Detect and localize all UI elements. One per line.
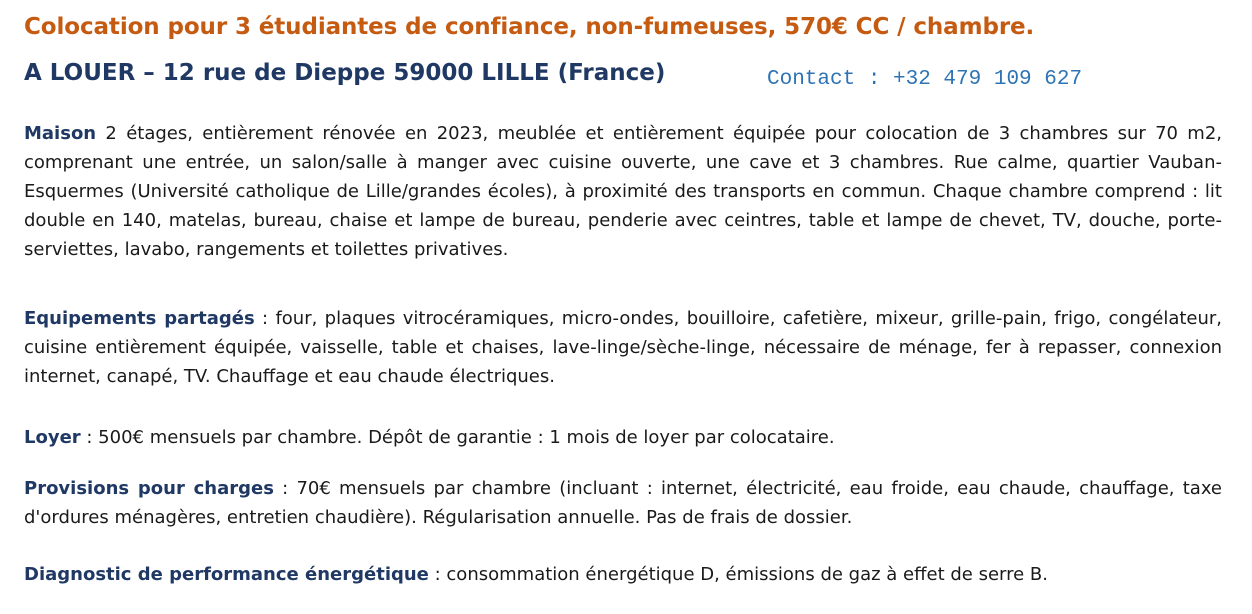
section-equipements [24,304,1222,391]
section-maison-text: 2 étages, entièrement rénovée en 2023, meublée et entièrement équipée pour colocation de 3 chambres sur 70 m2, comprenant une entrée, un salon/salle à manger avec cuisine ouverte, une cave et 3 chambres. Rue calme, quartier Vauban-Esquermes (Université catholique de Lille/grandes écoles), à proximité des transports en commun. Chaque chambre comprend : lit double en 140, matelas, bureau, chaise et lampe de bureau, penderie avec ceintres, table et lampe de chevet, TV, douche, porte-serviettes, lavabo, rangements et toilettes privatives. [24,123,1222,260]
section-loyer-label: Loyer [24,427,81,448]
section-diagnostic-text: : consommation énergétique D, émissions de gaz à effet de serre B. [428,564,1048,585]
section-maison [24,119,1222,264]
section-provisions-text: : 70€ mensuels par chambre (incluant : internet, électricité, eau froide, eau chaude, chauffage, taxe d'ordures ménagères, entretien chaudière). Régularisation annuelle. Pas de frais de dossier. [24,478,1222,528]
listing-address: A LOUER – 12 rue de Dieppe 59000 LILLE (France) [24,60,666,86]
section-loyer [24,423,1222,452]
contact-phone: Contact : +32 479 109 627 [767,68,1083,91]
section-provisions-label: Provisions pour charges [24,478,274,499]
section-diagnostic-label: Diagnostic de performance énergétique [24,564,429,585]
section-equipements-text: : four, plaques vitrocéramiques, micro-ondes, bouilloire, cafetière, mixeur, grille-pain, frigo, congélateur, cuisine entièrement équipée, vaisselle, table et chaises, lave-linge/sèche-linge, nécessaire de ménage, fer à repasser, connexion internet, canapé, TV. Chauffage et eau chaude électriques. [24,308,1223,387]
section-equipements-label: Equipements partagés [24,308,255,329]
section-diagnostic [24,560,1222,589]
section-maison-label: Maison [24,123,97,144]
listing-headline: Colocation pour 3 étudiantes de confiance, non-fumeuses, 570€ CC / chambre. [24,14,1035,40]
section-loyer-text: : 500€ mensuels par chambre. Dépôt de garantie : 1 mois de loyer par colocataire. [80,427,835,448]
section-provisions [24,474,1222,532]
